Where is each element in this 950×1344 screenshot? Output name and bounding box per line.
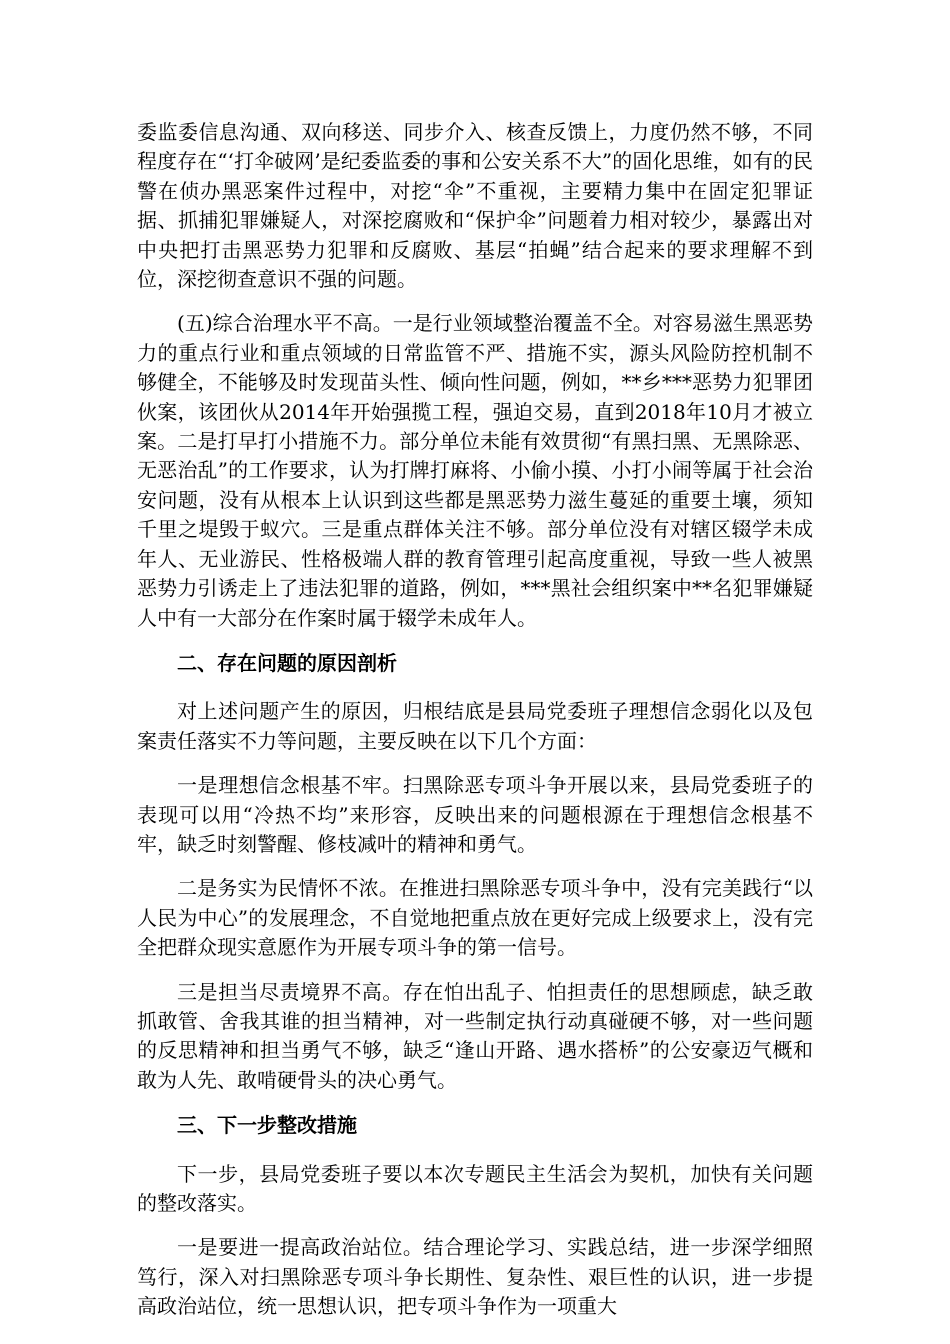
paragraph-cause-responsibility: 三是担当尽责境界不高。存在怕出乱子、怕担责任的思想顾虑，缺乏敢抓敢管、舍我其谁的担当精神，对一些制定执行动真碰硬不够，对一些问题的反思精神和担当勇气不够，缺乏“逢山开路、遇水搭桥”的公安豪迈气概和敢为人先、敢啃硬骨头的决心勇气。	[137, 979, 813, 1092]
paragraph-cause-people: 二是务实为民情怀不浓。在推进扫黑除恶专项斗争中，没有完美践行“以人民为中心”的发展理念，不自觉地把重点放在更好完成上级要求上，没有完全把群众现实意愿作为开展专项斗争的第一信号。	[137, 876, 813, 960]
paragraph-continuation: 委监委信息沟通、双向移送、同步介入、核查反馈上，力度仍然不够，不同程度存在“‘打伞破网’是纪委监委的事和公安关系不大”的固化思维，如有的民警在侦办黑恶案件过程中，对挖“伞”不重视，主要精力集中在固定犯罪证据、抓捕犯罪嫌疑人，对深挖腐败和“保护伞”问题着力相对较少，暴露出对中央把打击黑恶势力犯罪和反腐败、基层“拍蝇”结合起来的要求理解不到位，深挖彻查意识不强的问题。	[137, 120, 813, 292]
paragraph-political-stance: 一是要进一提高政治站位。结合理论学习、实践总结，进一步深学细照笃行，深入对扫黑除恶专项斗争长期性、复杂性、艰巨性的认识，进一步提高政治站位，统一思想认识，把专项斗争作为一项重大	[137, 1235, 813, 1319]
paragraph-cause-intro: 对上述问题产生的原因，归根结底是县局党委班子理想信念弱化以及包案责任落实不力等问题，主要反映在以下几个方面：	[137, 699, 813, 753]
section-heading-cause-analysis: 二、存在问题的原因剖析	[177, 650, 397, 675]
paragraph-next-steps-intro: 下一步，县局党委班子要以本次专题民主生活会为契机，加快有关问题的整改落实。	[137, 1161, 813, 1215]
paragraph-cause-ideals: 一是理想信念根基不牢。扫黑除恶专项斗争开展以来，县局党委班子的表现可以用“冷热不均”来形容，反映出来的问题根源在于理想信念根基不牢，缺乏时刻警醒、修枝减叶的精神和勇气。	[137, 773, 813, 856]
paragraph-comprehensive-governance: (五)综合治理水平不高。一是行业领域整治覆盖不全。对容易滋生黑恶势力的重点行业和重点领域的日常监管不严、措施不实，源头风险防控机制不够健全，不能够及时发现苗头性、倾向性问题，例如，**乡***恶势力犯罪团伙案，该团伙从2014年开始强揽工程，强迫交易，直到2018年10月才被立案。二是打早打小措施不力。部分单位未能有效贯彻“有黑扫黑、无黑除恶、无恶治乱”的工作要求，认为打牌打麻将、小偷小摸、小打小闹等属于社会治安问题，没有从根本上认识到这些都是黑恶势力滋生蔓延的重要土壤，须知千里之堤毁于蚁穴。三是重点群体关注不够。部分单位没有对辖区辍学未成年人、无业游民、性格极端人群的教育管理引起高度重视，导致一些人被黑恶势力引诱走上了违法犯罪的道路，例如，***黑社会组织案中**名犯罪嫌疑人中有一大部分在作案时属于辍学未成年人。	[137, 311, 813, 630]
document-body	[137, 118, 813, 1322]
section-heading-next-steps: 三、下一步整改措施	[177, 1113, 357, 1138]
